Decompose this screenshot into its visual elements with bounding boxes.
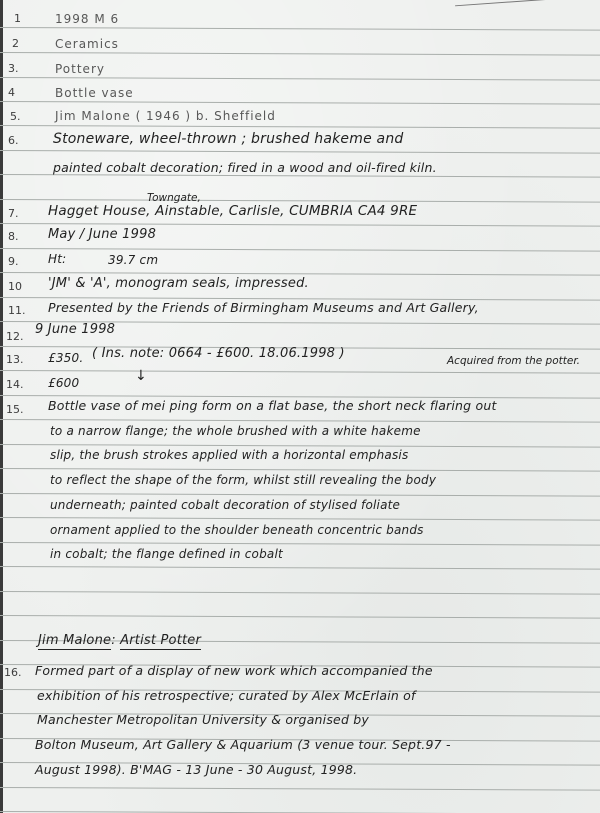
entry-number: 16. <box>4 666 22 679</box>
entry-accession-year: 1998 M 6 <box>55 12 120 26</box>
entry-number: 10 <box>8 280 22 293</box>
entry-number: 3. <box>8 62 19 75</box>
entry-number: 1 <box>14 12 21 25</box>
ruled-line <box>0 787 600 791</box>
entry-exhibition-line: Formed part of a display of new work which accompanied the <box>35 663 433 678</box>
heading-artist-name: Jim Malone <box>38 633 112 648</box>
ruled-line <box>0 566 600 570</box>
ruled-line <box>0 615 600 619</box>
ruled-line <box>0 125 600 129</box>
entry-date-made: May / June 1998 <box>48 227 157 242</box>
entry-description-line: slip, the brush strokes applied with a horizontal emphasis <box>50 448 409 462</box>
ruled-line <box>0 101 600 105</box>
entry-exhibition-line: exhibition of his retrospective; curated by Alex McErlain of <box>37 688 416 703</box>
ruled-line <box>0 77 600 81</box>
entry-materials-line: painted cobalt decoration; fired in a wood and oil-fired kiln. <box>53 160 437 175</box>
entry-credit-line: Presented by the Friends of Birmingham Museums and Art Gallery, <box>48 300 479 315</box>
entry-marks: 'JM' & 'A', monogram seals, impressed. <box>48 276 309 291</box>
ruled-line <box>0 52 600 56</box>
entry-acquisition-date: 9 June 1998 <box>35 322 116 337</box>
entry-number: 14. <box>6 378 24 391</box>
entry-address: Hagget House, Ainstable, Carlisle, CUMBRIA CA4 9RE <box>48 203 418 219</box>
entry-description-line: to reflect the shape of the form, whilst still revealing the body <box>50 473 437 487</box>
ruled-line <box>0 419 600 423</box>
ruled-line <box>0 248 600 252</box>
section-heading <box>38 633 201 648</box>
entry-number: 8. <box>8 230 19 243</box>
pen-stroke-mark <box>455 0 550 6</box>
entry-acquisition-note: Acquired from the potter. <box>447 355 581 367</box>
down-arrow-icon: ↓ <box>135 368 147 384</box>
entry-exhibition-line: August 1998). B'MAG - 13 June - 30 August, 1998. <box>35 762 358 777</box>
entry-number: 9. <box>8 255 19 268</box>
entry-materials-line: Stoneware, wheel-thrown ; brushed hakeme and <box>53 131 404 147</box>
entry-number: 15. <box>6 403 24 416</box>
entry-number: 11. <box>8 304 26 317</box>
entry-valuation: £600 <box>48 376 80 390</box>
entry-object-name: Bottle vase <box>55 86 134 100</box>
entry-subcategory: Pottery <box>55 62 105 76</box>
entry-number: 2 <box>12 37 19 50</box>
entry-number: 13. <box>6 353 24 366</box>
ruled-line <box>0 468 600 472</box>
entry-address-insert: Towngate, <box>147 192 201 204</box>
heading-artist-title: Artist Potter <box>120 633 202 648</box>
entry-description-line: in cobalt; the flange defined in cobalt <box>50 547 283 561</box>
ruled-line <box>0 493 600 497</box>
ruled-line <box>0 517 600 521</box>
entry-exhibition-line: Manchester Metropolitan University & organised by <box>37 712 369 727</box>
entry-number: 7. <box>8 207 19 220</box>
entry-number: 5. <box>10 110 21 123</box>
entry-description-line: Bottle vase of mei ping form on a flat base, the short neck flaring out <box>48 398 497 413</box>
entry-dimension-value: 39.7 cm <box>108 253 159 267</box>
entry-insurance-note: ( Ins. note: 0664 - £600. 18.06.1998 ) <box>92 346 345 361</box>
ruled-line <box>0 150 600 154</box>
entry-number: 6. <box>8 134 19 147</box>
ruled-line <box>0 591 600 595</box>
entry-number: 12. <box>6 330 24 343</box>
scan-left-edge <box>0 0 3 813</box>
ruled-line <box>0 542 600 546</box>
entry-description-line: to a narrow flange; the whole brushed with a white hakeme <box>50 424 421 438</box>
entry-category: Ceramics <box>55 37 119 51</box>
entry-exhibition-line: Bolton Museum, Art Gallery & Aquarium (3 venue tour. Sept.97 - <box>35 737 451 752</box>
entry-artist: Jim Malone ( 1946 ) b. Sheffield <box>55 109 276 123</box>
ruled-line <box>0 27 600 31</box>
entry-purchase-price: £350. <box>48 351 84 365</box>
entry-number: 4 <box>8 86 15 99</box>
heading-separator: : <box>111 633 116 648</box>
entry-dimension-label: Ht: <box>48 252 67 266</box>
ruled-line <box>0 370 600 374</box>
entry-description-line: ornament applied to the shoulder beneath concentric bands <box>50 523 424 537</box>
entry-description-line: underneath; painted cobalt decoration of stylised foliate <box>50 498 401 512</box>
